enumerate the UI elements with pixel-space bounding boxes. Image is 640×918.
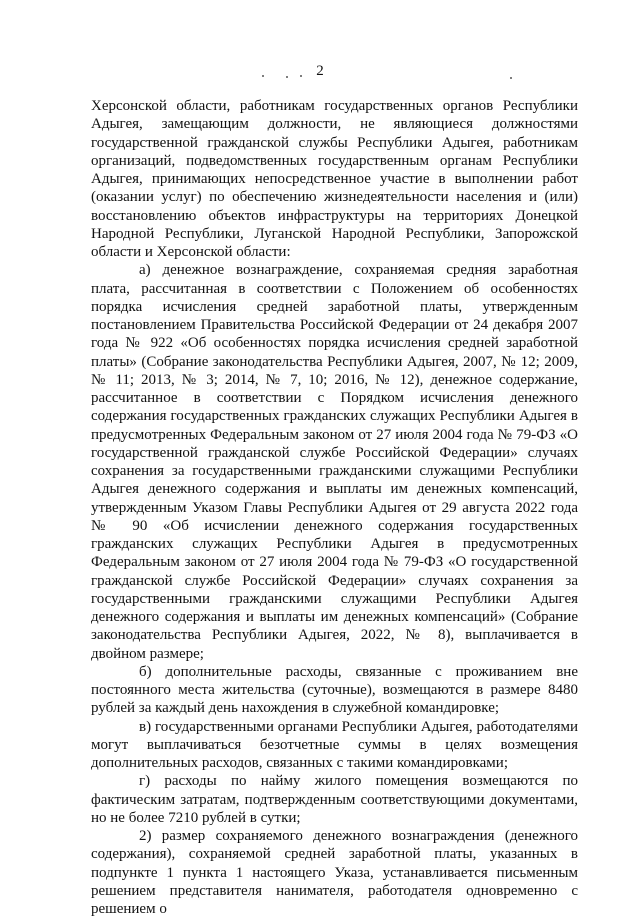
scan-speck: [262, 75, 264, 77]
document-body: [91, 97, 578, 918]
paragraph-item-a: а) денежное вознаграждение, сохраняемая средняя заработная плата, рассчитанная в соответствии с Положением об особенностях порядка исчисления средней заработной платы, утвержденным постановлением Правительства Российской Федерации от 24 декабря 2007 года № 922 «Об особенностях порядка исчисления средней заработной платы» (Собрание законодательства Республики Адыгея, 2007, № 12; 2009, № 11; 2013, № 3; 2014, № 7, 10; 2016, № 12), денежное содержание, рассчитанное в соответствии с Порядком исчисления денежного содержания государственных гражданских служащих Республики Адыгея в предусмотренных Федеральным законом от 27 июля 2004 года № 79-ФЗ «О государственной гражданской службе Российской Федерации» случаях сохранения за государственными гражданскими служащими Республики Адыгея денежного содержания и выплаты им денежных компенсаций, утвержденным Указом Главы Республики Адыгея от 29 августа 2022 года № 90 «Об исчислении денежного содержания государственных гражданских служащих Республики Адыгея в предусмотренных Федеральным законом от 27 июля 2004 года № 79-ФЗ «О государственной гражданской службе Российской Федерации» случаях сохранения за государственными гражданскими служащими Республики Адыгея денежного содержания и выплаты им денежных компенсаций» (Собрание законодательства Республики Адыгея, 2022, № 8), выплачивается в двойном размере;: [91, 262, 578, 662]
paragraph-item-v: в) государственными органами Республики Адыгея, работодателями могут выплачиваться безотчетные суммы в целях возмещения дополнительных расходов, связанных с такими командировками;: [91, 718, 578, 771]
scan-speck: [300, 75, 302, 77]
paragraph-item-b: б) дополнительные расходы, связанные с проживанием вне постоянного места жительства (суточные), возмещаются в размере 8480 рублей за каждый день нахождения в служебной командировке;: [91, 663, 578, 717]
scan-speck: [286, 76, 288, 78]
page-number: 2: [316, 63, 324, 79]
paragraph-continuation: Херсонской области, работникам государственных органов Республики Адыгея, замещающим должности, не являющиеся должностями государственной гражданской службы Республики Адыгея, работникам организаций, подведомственных государственным органам Республики Адыгея, принимающих непосредственное участие в выполнении работ (оказании услуг) по обеспечению жизнедеятельности населения и (или) восстановлению объектов инфраструктуры на территориях Донецкой Народной Республики, Луганской Народной Республики, Запорожской области и Херсонской области:: [91, 98, 578, 260]
scan-speck: [510, 77, 512, 79]
paragraph-item-g: г) расходы по найму жилого помещения возмещаются по фактическим затратам, подтвержденным соответствующими документами, но не более 7210 рублей в сутки;: [91, 773, 578, 826]
paragraph-item-2: 2) размер сохраняемого денежного вознаграждения (денежного содержания), сохраняемой средней заработной платы, указанных в подпункте 1 пункта 1 настоящего Указа, устанавливается письменным решением представителя нанимателя, работодателя одновременно с решением о: [91, 828, 578, 917]
